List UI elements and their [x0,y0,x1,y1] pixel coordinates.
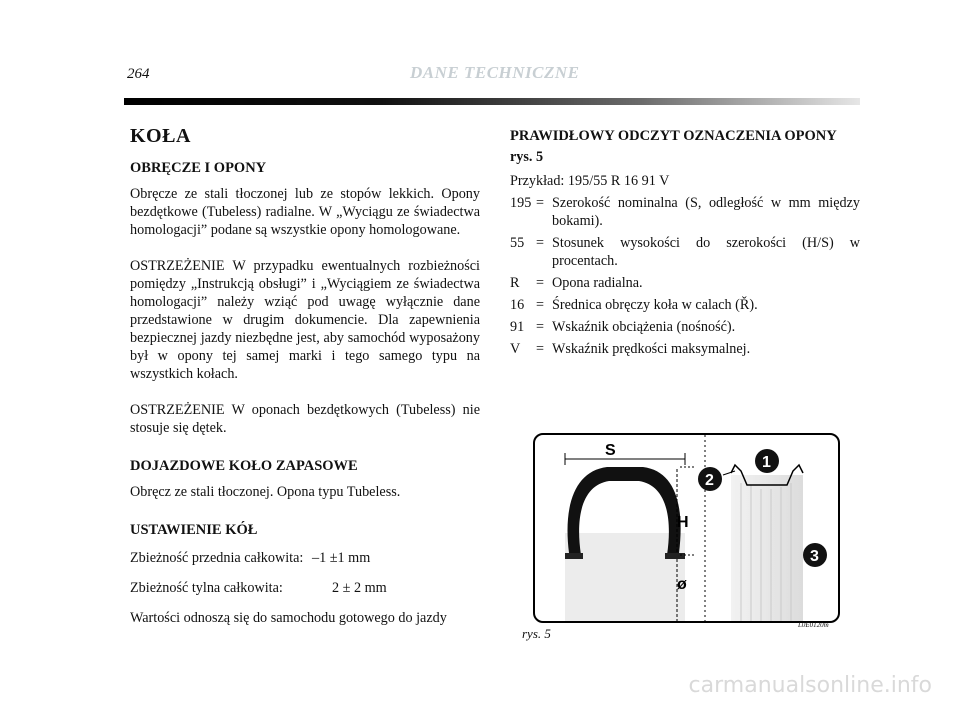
marking-equals: = [536,235,545,251]
marking-code: 16 [510,297,525,313]
marking-code: 195 [510,195,532,211]
alignment-heading: USTAWIENIE KÓŁ [130,522,258,538]
page-number: 264 [127,66,150,82]
label-h: H [677,514,689,531]
tyre-diagram [533,433,840,623]
marking-equals: = [536,195,545,211]
marking-item [510,318,860,336]
figure-caption: rys. 5 [522,626,551,641]
marking-code: 55 [510,235,525,251]
spare-wheel-heading: DOJAZDOWE KOŁO ZAPASOWE [130,458,358,474]
marking-item [510,340,860,358]
example-text: Przykład: 195/55 R 16 91 V [510,173,670,189]
rear-toe-value: 2 ± 2 mm [332,580,387,596]
marking-equals: = [536,341,545,357]
pointer-2 [723,471,735,475]
rim-body [565,533,685,621]
marking-list [510,194,860,358]
marking-description: Wskaźnik prędkości maksymalnej. [552,341,751,357]
rear-toe-row [130,579,480,597]
marker-3-label: 3 [810,548,819,565]
right-column [510,127,860,362]
marking-equals: = [536,319,545,335]
marking-item [510,296,860,314]
marking-item [510,234,860,270]
marking-equals: = [536,297,545,313]
marking-description: Wskaźnik obciążenia (nośność). [552,319,736,335]
marking-description: Stosunek wysokości do szerokości (H/S) w procentach. [552,235,860,269]
alignment-note: Wartości odnoszą się do samochodu gotowego do jazdy [130,610,447,626]
front-toe-label: Zbieżność przednia całkowita: [130,550,304,566]
figure-reference: rys. 5 [510,149,544,165]
spare-wheel-text: Obręcz ze stali tłoczonej. Opona typu Tubeless. [130,484,401,500]
header-section-title: DANE TECHNICZNE [410,63,580,82]
marker-2-label: 2 [705,472,714,489]
rim-profile [731,475,803,621]
marking-item [510,274,860,292]
marking-equals: = [536,275,545,291]
rims-heading: OBRĘCZE I OPONY [130,160,267,176]
marking-code: 91 [510,319,525,335]
tyre-diagram-svg [535,435,838,621]
warning-paragraph-2: OSTRZEŻENIE W oponach bezdętkowych (Tubeless) nie stosuje się dętek. [130,402,480,436]
figure-code: L0E0120m [798,621,829,629]
warning-paragraph-1: OSTRZEŻENIE W przypadku ewentualnych rozbieżności pomiędzy „Instrukcją obsługi” i „Wyciągiem ze świadectwa homologacji” należy wziąć pod uwagę wyłącznie dane przedstawione w drugim dokumencie. Dla zapewnienia bezpiecznej jazdy niezbędne jest, aby samochód wyposażony był w opony tej samej marki i tego samego typu na wszystkich kołach. [130,258,480,382]
label-diameter: ø [677,576,687,593]
front-toe-value: –1 ±1 mm [312,550,371,566]
header-rule [124,98,860,105]
front-toe-row [130,549,480,567]
rear-toe-label: Zbieżność tylna całkowita: [130,580,283,596]
marker-1-label: 1 [762,454,771,471]
section-title: KOŁA [130,125,191,147]
marking-code: V [510,341,521,357]
tyre-marking-heading: PRAWIDŁOWY ODCZYT OZNACZENIA OPONY [510,128,837,144]
marking-code: R [510,275,520,291]
rims-text: Obręcze ze stali tłoczonej lub ze stopów lekkich. Opony bezdętkowe (Tubeless) radialne. W „Wyciągu ze świadectwa homologacji” podane są wszystkie opony homologowane. [130,186,480,238]
label-s: S [605,442,616,459]
marking-description: Szerokość nominalna (S, odległość w mm między bokami). [552,195,860,229]
marking-item [510,194,860,230]
marking-description: Średnica obręczy koła w calach (Ř). [552,297,758,313]
marking-description: Opona radialna. [552,275,643,291]
left-column [130,127,480,627]
watermark: carmanualsonline.info [688,673,932,698]
